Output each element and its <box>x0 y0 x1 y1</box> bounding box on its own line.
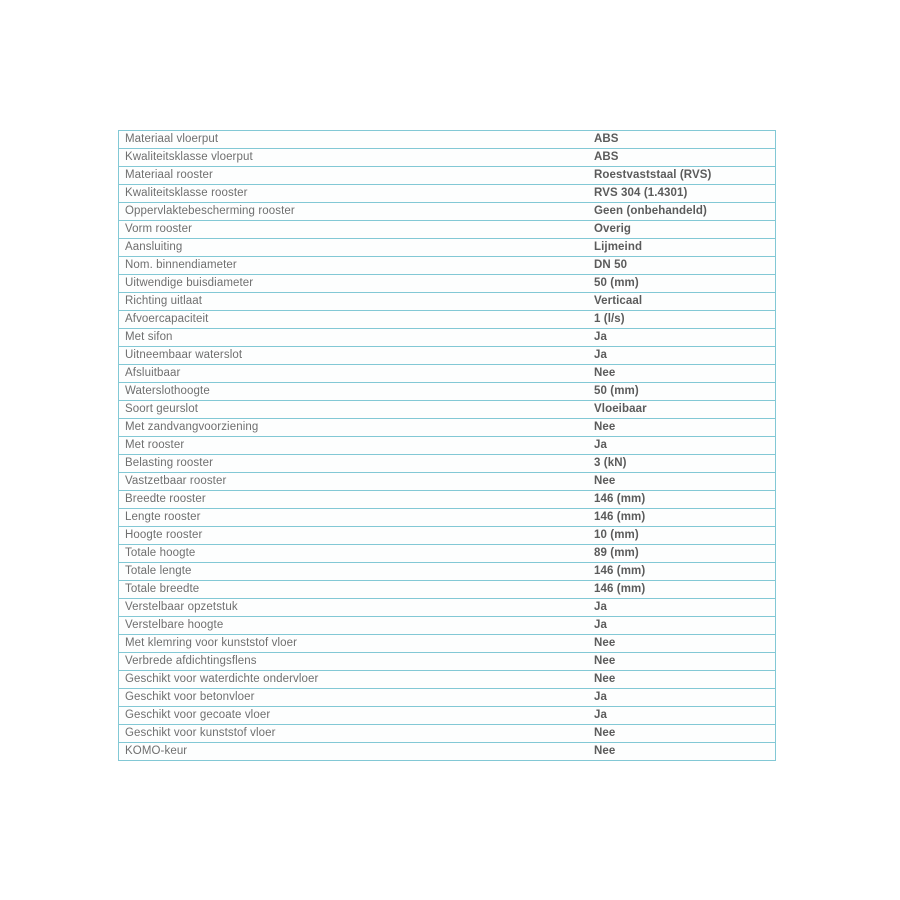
table-row <box>119 725 775 743</box>
table-row <box>119 347 775 365</box>
spec-label: Geschikt voor kunststof vloer <box>125 727 276 739</box>
table-row <box>119 635 775 653</box>
spec-value: Nee <box>594 745 616 757</box>
table-row <box>119 167 775 185</box>
spec-value: 50 (mm) <box>594 385 639 397</box>
table-row <box>119 221 775 239</box>
spec-value: Nee <box>594 367 616 379</box>
table-row <box>119 707 775 725</box>
table-row <box>119 671 775 689</box>
table-row <box>119 419 775 437</box>
spec-value: Nee <box>594 637 616 649</box>
table-row <box>119 329 775 347</box>
spec-label: Kwaliteitsklasse rooster <box>125 187 248 199</box>
spec-label: Aansluiting <box>125 241 183 253</box>
spec-label: Afvoercapaciteit <box>125 313 209 325</box>
spec-label: Met klemring voor kunststof vloer <box>125 637 298 649</box>
table-row <box>119 131 775 149</box>
spec-label: Met rooster <box>125 439 185 451</box>
table-row <box>119 743 775 760</box>
spec-value: 1 (l/s) <box>594 313 625 325</box>
spec-label: Verstelbaar opzetstuk <box>125 601 238 613</box>
spec-label: Verbrede afdichtingsflens <box>125 655 257 667</box>
spec-label: Oppervlaktebescherming rooster <box>125 205 295 217</box>
spec-value: Lijmeind <box>594 241 643 253</box>
spec-label: Richting uitlaat <box>125 295 203 307</box>
spec-value: 89 (mm) <box>594 547 639 559</box>
table-row <box>119 509 775 527</box>
spec-value: Verticaal <box>594 295 643 307</box>
table-row <box>119 437 775 455</box>
table-row <box>119 581 775 599</box>
spec-value: RVS 304 (1.4301) <box>594 187 688 199</box>
table-row <box>119 617 775 635</box>
spec-label: Vastzetbaar rooster <box>125 475 227 487</box>
spec-label: Geschikt voor gecoate vloer <box>125 709 271 721</box>
spec-label: Lengte rooster <box>125 511 201 523</box>
spec-label: Totale lengte <box>125 565 192 577</box>
spec-value: 10 (mm) <box>594 529 639 541</box>
table-row <box>119 455 775 473</box>
spec-label: Soort geurslot <box>125 403 198 415</box>
spec-value: 50 (mm) <box>594 277 639 289</box>
spec-value: Nee <box>594 727 616 739</box>
spec-label: Hoogte rooster <box>125 529 203 541</box>
spec-label: Totale breedte <box>125 583 200 595</box>
table-row <box>119 689 775 707</box>
spec-value: 146 (mm) <box>594 565 646 577</box>
spec-label: Totale hoogte <box>125 547 196 559</box>
table-row <box>119 491 775 509</box>
spec-value: Ja <box>594 601 607 613</box>
spec-value: Geen (onbehandeld) <box>594 205 707 217</box>
spec-value: Ja <box>594 691 607 703</box>
spec-value: DN 50 <box>594 259 628 271</box>
spec-value: 146 (mm) <box>594 511 646 523</box>
table-row <box>119 365 775 383</box>
table-row <box>119 293 775 311</box>
table-row <box>119 599 775 617</box>
spec-value: 146 (mm) <box>594 583 646 595</box>
spec-value: Nee <box>594 475 616 487</box>
spec-value: 3 (kN) <box>594 457 627 469</box>
spec-label: Breedte rooster <box>125 493 206 505</box>
table-row <box>119 383 775 401</box>
spec-value: Ja <box>594 709 607 721</box>
spec-value: Nee <box>594 421 616 433</box>
spec-label: Nom. binnendiameter <box>125 259 237 271</box>
spec-label: Verstelbare hoogte <box>125 619 224 631</box>
spec-value: Ja <box>594 619 607 631</box>
spec-value: ABS <box>594 151 619 163</box>
spec-label: Belasting rooster <box>125 457 213 469</box>
table-row <box>119 239 775 257</box>
table-row <box>119 149 775 167</box>
spec-label: Vorm rooster <box>125 223 193 235</box>
table-row <box>119 275 775 293</box>
spec-label: Uitwendige buisdiameter <box>125 277 254 289</box>
table-row <box>119 311 775 329</box>
spec-value: Ja <box>594 331 607 343</box>
spec-value: ABS <box>594 133 619 145</box>
spec-value: Vloeibaar <box>594 403 647 415</box>
spec-value: Overig <box>594 223 632 235</box>
spec-label: KOMO-keur <box>125 745 188 757</box>
spec-label: Met zandvangvoorziening <box>125 421 259 433</box>
spec-label: Uitneembaar waterslot <box>125 349 243 361</box>
spec-value: Nee <box>594 673 616 685</box>
spec-value: 146 (mm) <box>594 493 646 505</box>
table-row <box>119 473 775 491</box>
table-row <box>119 527 775 545</box>
spec-value: Ja <box>594 349 607 361</box>
specifications-table <box>118 130 776 761</box>
spec-label: Materiaal vloerput <box>125 133 219 145</box>
spec-value: Ja <box>594 439 607 451</box>
spec-label: Afsluitbaar <box>125 367 181 379</box>
spec-label: Materiaal rooster <box>125 169 213 181</box>
spec-label: Waterslothoogte <box>125 385 210 397</box>
spec-label: Geschikt voor waterdichte ondervloer <box>125 673 319 685</box>
spec-value: Nee <box>594 655 616 667</box>
table-row <box>119 203 775 221</box>
spec-label: Kwaliteitsklasse vloerput <box>125 151 253 163</box>
spec-value: Roestvaststaal (RVS) <box>594 169 712 181</box>
spec-label: Geschikt voor betonvloer <box>125 691 255 703</box>
spec-label: Met sifon <box>125 331 173 343</box>
table-row <box>119 401 775 419</box>
table-row <box>119 257 775 275</box>
table-row <box>119 185 775 203</box>
table-row <box>119 653 775 671</box>
table-row <box>119 563 775 581</box>
table-row <box>119 545 775 563</box>
